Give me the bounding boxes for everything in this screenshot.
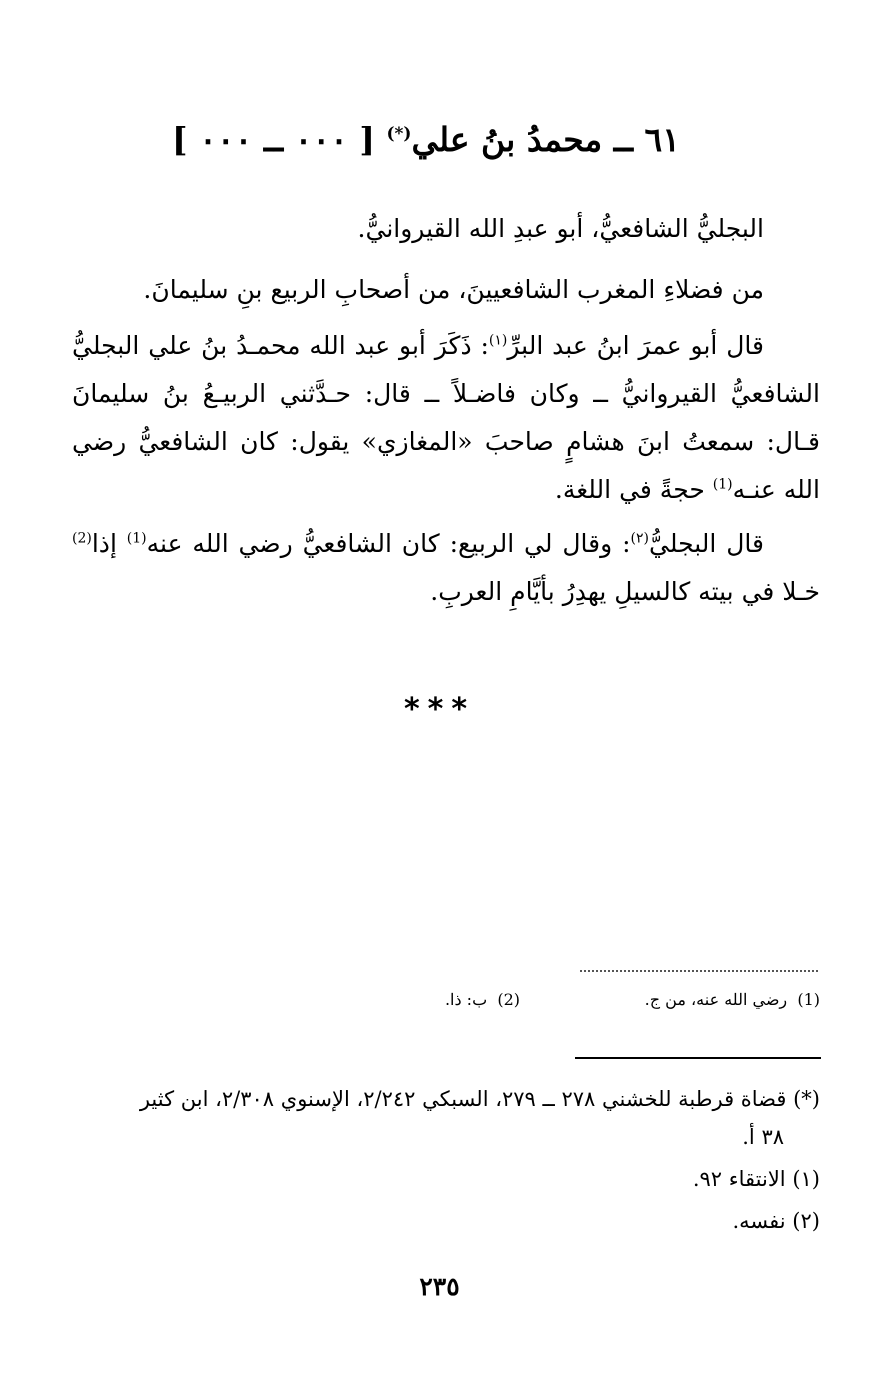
text-run: حجةً في اللغة. [554,475,713,504]
paragraph-bajali [72,520,820,616]
variant-note-number: (1) [797,990,820,1009]
variant-ref: (2) [72,530,92,547]
variant-ref: (1) [126,530,147,547]
footnote-2: (٢) نفسه. [732,1209,820,1233]
paragraph-nisba [72,205,820,253]
text-run: قال أبو عمرَ ابنُ عبد البرِّ [507,331,765,360]
variant-note-1 [645,986,820,1014]
text-run: قال البجليُّ [648,529,764,558]
title-footnote-marker: (*) [386,124,412,144]
entry-dates: [ ٠٠٠ ــ ٠٠٠ ] [172,120,375,159]
footnotes-divider [575,1057,821,1059]
footnotes [72,1080,820,1244]
variant-note-number: (2) [497,990,520,1009]
paragraph-text [72,322,820,514]
text-run: إذا [91,529,127,558]
paragraph-text: من فضلاءِ المغرب الشافعيينَ، من أصحابِ الربيع بنِ سليمانَ. [143,275,764,304]
section-separator: *** [403,692,476,727]
page-number: ٢٣٥ [419,1272,460,1301]
footnote-1: (١) الانتقاء ٩٢. [692,1167,820,1191]
text-run: خـلا في بيته كالسيلِ يهدِرُ بأيَّامِ العربِ. [430,577,820,606]
variant-notes-divider [580,970,818,972]
footnote-text: ٣٨ أ. [742,1125,784,1149]
variant-ref: (1) [712,476,733,493]
variant-note-text: ب: ذا. [444,990,488,1009]
variant-note-text: رضي الله عنه، من ج. [644,990,788,1009]
footnote-text: (*) قضاة قرطبة للخشني ٢٧٨ ــ ٢٧٩، السبكي ٢/٢٤٢، الإسنوي ٢/٣٠٨، ابن كثير [139,1087,820,1111]
entry-name: ٦١ ــ محمدُ بنُ علي [411,120,680,159]
paragraph-ibn-abd-albarr [72,322,820,514]
paragraph-description [72,266,820,314]
text-run: : ذَكَرَ أبو عبد الله محمـدُ بنُ علي البجليُّ الشافعيُّ القيروانيُّ ــ وكان فاضـلاً ــ قال: حـدَّثني الربيـعُ بنُ سليمانَ قـال: سمعتُ ابنَ هشامٍ صاحبَ «المغازي» يقول: كان الشافعيُّ رضي الله عنـه [72,331,820,504]
paragraph-text: البجليُّ الشافعيُّ، أبو عبدِ الله القيروانيُّ. [357,214,764,243]
text-run: : وقال لي الربيع: كان الشافعيُّ رضي الله عنه [146,529,631,558]
footnote-sources [72,1080,820,1156]
footnote-ref: (١) [488,332,508,349]
footnote-ref: (٢) [630,530,649,547]
variant-note-2 [445,986,520,1014]
paragraph-text [72,520,820,616]
entry-title [172,118,680,162]
